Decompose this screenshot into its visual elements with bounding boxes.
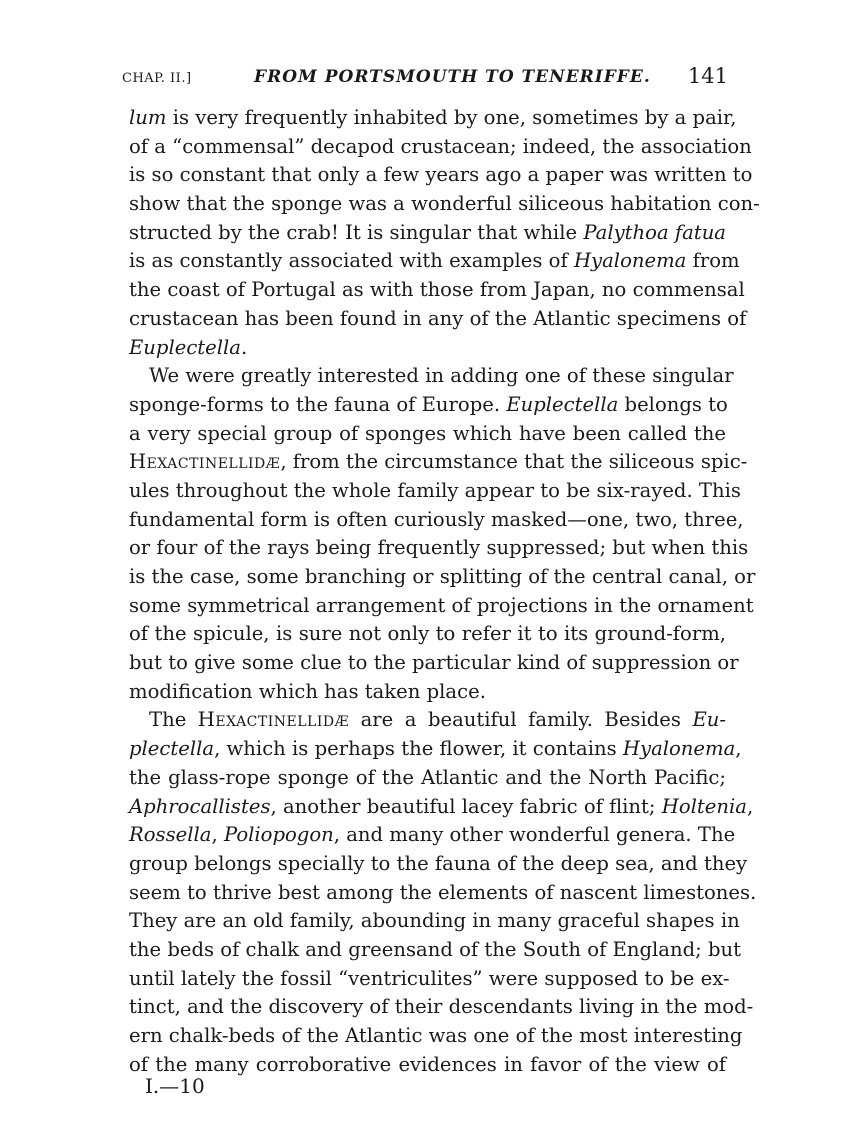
text-run: We were greatly interested in adding one of these singular [149, 364, 734, 388]
text-line [129, 879, 757, 908]
text-line [129, 448, 748, 477]
text-run: belongs to [618, 392, 728, 416]
text-run: until lately the fossil “ventriculites” were supposed to be ex- [129, 966, 730, 990]
text-run: the glass-rope sponge of the Atlantic and the North Pacific; [129, 765, 726, 789]
text-line [129, 649, 739, 678]
text-line [129, 793, 754, 822]
small-caps-term: Hexactinellidæ [129, 450, 281, 474]
text-run: ern chalk-beds of the Atlantic was one of the most interesting [129, 1024, 743, 1047]
text-line [129, 133, 752, 162]
text-run: but to give some clue to the particular kind of suppression or [129, 651, 739, 675]
text-line [129, 764, 726, 793]
text-run: the coast of Portugal as with those from Japan, no commensal [129, 278, 745, 302]
text-run: crustacean has been found in any of the Atlantic specimens of [129, 306, 747, 330]
text-run: fundamental form is often curiously masked—one, two, three, [129, 507, 744, 531]
text-run: sponge-forms to the fauna of Europe. [129, 392, 507, 416]
italic-term: Poliopogon [223, 823, 334, 847]
text-run: The [149, 708, 198, 732]
italic-term: Euplectella [506, 392, 619, 416]
text-run: is the case, some branching or splitting of the central canal, or [129, 565, 756, 588]
text-line [129, 161, 753, 190]
text-line [129, 334, 726, 363]
text-line [129, 620, 726, 649]
text-run: is very frequently inhabited by one, sometimes by a pair, [166, 106, 737, 129]
text-run: , [211, 823, 224, 847]
text-run: , [746, 794, 754, 818]
text-line [129, 907, 740, 936]
text-run: modification which has taken place. [129, 679, 486, 703]
text-run: , which is perhaps the flower, it contains [214, 737, 623, 761]
text-line [129, 362, 734, 391]
text-run: of a “commensal” decapod crustacean; indeed, the association [129, 134, 752, 158]
text-line [129, 706, 726, 735]
italic-term: Aphrocallistes [129, 794, 271, 818]
chapter-label: CHAP. II.] [122, 71, 192, 86]
text-run: tinct, and the discovery of their descendants living in the mod- [129, 995, 754, 1019]
italic-term: Hyalonema [622, 737, 736, 761]
italic-term: plectella [129, 737, 215, 761]
text-run: are a beautiful family. Besides [349, 708, 693, 732]
running-header [122, 66, 728, 92]
text-run: group belongs specially to the fauna of the deep sea, and they [129, 851, 748, 875]
text-run: ules throughout the whole family appear to be six-rayed. This [129, 478, 741, 502]
text-run: is so constant that only a few years ago a paper was written to [129, 163, 753, 187]
text-line [129, 391, 726, 420]
text-line [129, 592, 754, 621]
text-line [129, 534, 749, 563]
running-title: FROM PORTSMOUTH TO TENERIFFE. [254, 67, 651, 87]
text-line [129, 850, 748, 879]
text-line [129, 965, 730, 994]
italic-term: Palythoa fatua [583, 220, 726, 244]
text-line [129, 305, 747, 334]
text-line [129, 104, 737, 133]
text-line [129, 821, 736, 850]
text-line [129, 563, 756, 592]
text-line [129, 219, 726, 248]
text-run: , and many other wonderful genera. The [333, 823, 736, 847]
text-line [129, 190, 760, 219]
text-run: is as constantly associated with examples of [129, 249, 574, 273]
small-caps-term: Hexactinellidæ [197, 708, 350, 732]
text-run: seem to thrive best among the elements of nascent limestones. [129, 880, 757, 904]
text-run: a very special group of sponges which have been called the [129, 421, 726, 445]
text-run: of the many corroborative evidences in favor of the view of [129, 1052, 726, 1076]
text-run: , another beautiful lacey fabric of flint; [270, 794, 662, 818]
italic-term: Holtenia [661, 794, 747, 818]
italic-term: Rossella [129, 823, 212, 847]
text-run: They are an old family, abounding in many graceful shapes in [129, 909, 740, 933]
body-text [129, 104, 760, 1079]
text-run: of the spicule, is sure not only to refer it to its ground-form, [129, 622, 726, 646]
text-run: , from the circumstance that the siliceous spic- [280, 450, 748, 474]
text-line [129, 420, 726, 449]
text-line [129, 477, 741, 506]
text-run: , [735, 737, 742, 761]
text-run: show that the sponge was a wonderful siliceous habitation con- [129, 192, 760, 216]
text-line [129, 735, 742, 764]
signature-mark: I.—10 [145, 1074, 205, 1098]
text-run: structed by the crab! It is singular that while [129, 220, 584, 244]
italic-term: lum [129, 106, 167, 129]
italic-term: Eu- [692, 708, 726, 732]
text-line [129, 936, 741, 965]
italic-term: Hyalonema [573, 249, 687, 273]
text-line [129, 678, 726, 707]
text-run: or four of the rays being frequently suppressed; but when this [129, 536, 749, 560]
text-line [129, 506, 744, 535]
text-line [129, 247, 740, 276]
text-line [129, 1051, 726, 1080]
page-number: 141 [687, 64, 728, 88]
text-line [129, 1022, 743, 1051]
text-line [129, 993, 754, 1022]
text-line [129, 276, 745, 305]
italic-term: Euplectella. [129, 335, 248, 359]
text-run: some symmetrical arrangement of projections in the ornament [129, 593, 754, 617]
text-run: from [686, 249, 740, 273]
text-run: the beds of chalk and greensand of the South of England; but [129, 937, 741, 961]
